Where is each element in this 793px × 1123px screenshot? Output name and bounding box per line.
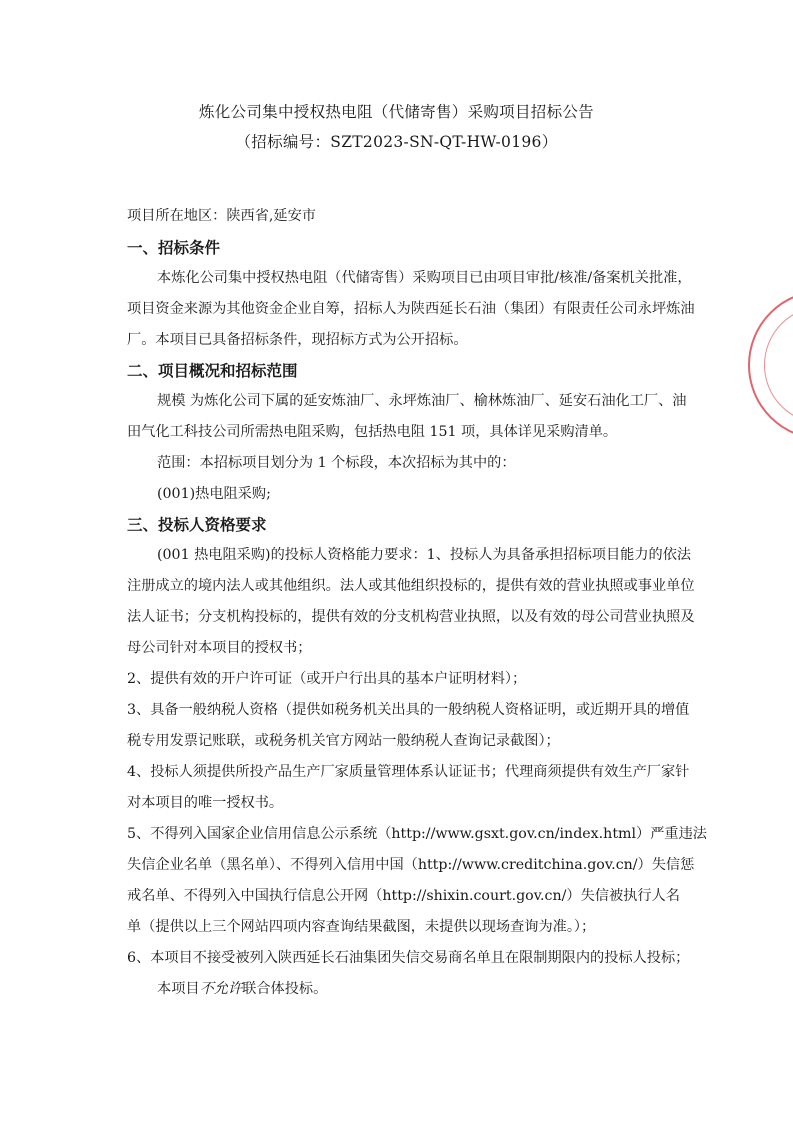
paragraph-line: 范围：本招标项目划分为 1 个标段，本次招标为其中的： — [157, 455, 516, 471]
paragraph-line: (001)热电阻采购; — [157, 486, 271, 502]
paragraph-line: 对本项目的唯一授权书。 — [127, 795, 284, 811]
paragraph-line: 4、投标人须提供所投产品生产厂家质量管理体系认证证书；代理商须提供有效生产厂家针 — [127, 764, 690, 780]
project-region: 项目所在地区：陕西省,延安市 — [127, 208, 316, 224]
paragraph-line: (001 热电阻采购)的投标人资格能力要求：1、投标人为具备承担招标项目能力的依法 — [157, 547, 692, 563]
paragraph-line: 失信企业名单（黑名单）、不得列入信用中国（http://www.creditchina.gov.cn/）失信惩 — [127, 857, 695, 873]
section-heading-2: 二、项目概况和招标范围 — [127, 362, 298, 380]
paragraph-line: 注册成立的境内法人或其他组织。法人或其他组织投标的，提供有效的营业执照或事业单位 — [127, 578, 695, 594]
paragraph-line: 2、提供有效的开户许可证（或开户行出具的基本户证明材料）； — [127, 671, 527, 687]
section-heading-1: 一、招标条件 — [127, 239, 221, 257]
paragraph-line: 5、不得列入国家企业信用信息公示系统（http://www.gsxt.gov.cn/index.html）严重违法 — [127, 826, 707, 842]
section-heading-3: 三、投标人资格要求 — [127, 516, 267, 534]
consortium-statement — [157, 978, 327, 998]
paragraph-line: 项目资金来源为其他资金企业自筹，招标人为陕西延长石油（集团）有限责任公司永坪炼油 — [127, 301, 695, 317]
official-seal-stamp — [748, 290, 793, 440]
paragraph-line: 本炼化公司集中授权热电阻（代储寄售）采购项目已由项目审批/核准/备案机关批准， — [157, 270, 692, 286]
paragraph-line: 厂。本项目已具备招标条件，现招标方式为公开招标。 — [127, 332, 468, 348]
paragraph-line: 戒名单、不得列入中国执行信息公开网（http://shixin.court.gov.cn/）失信被执行人名 — [127, 888, 680, 904]
paragraph-line: 3、具备一般纳税人资格（提供如税务机关出具的一般纳税人资格证明，或近期开具的增值 — [127, 702, 690, 718]
paragraph-line: 6、本项目不接受被列入陕西延长石油集团失信交易商名单且在限制期限内的投标人投标； — [127, 950, 690, 966]
seal-inner-ring — [764, 306, 793, 424]
consortium-prefix: 本项目 — [157, 981, 200, 997]
consortium-italic: 不允许 — [199, 981, 243, 997]
tender-number: （招标编号：SZT2023-SN-QT-HW-0196） — [235, 133, 558, 151]
document-title: 炼化公司集中授权热电阻（代储寄售）采购项目招标公告 — [198, 103, 594, 121]
paragraph-line: 母公司针对本项目的授权书； — [127, 640, 312, 656]
paragraph-line: 法人证书；分支机构投标的，提供有效的分支机构营业执照，以及有效的母公司营业执照及 — [127, 609, 695, 625]
consortium-suffix: 联合体投标。 — [242, 981, 328, 997]
paragraph-line: 单（提供以上三个网站四项内容查询结果截图，未提供以现场查询为准。）； — [127, 919, 596, 935]
paragraph-line: 税专用发票记账联，或税务机关官方网站一般纳税人查询记录截图）； — [127, 733, 560, 749]
paragraph-line: 规模 为炼化公司下属的延安炼油厂、永坪炼油厂、榆林炼油厂、延安石油化工厂、油 — [157, 393, 687, 409]
paragraph-line: 田气化工科技公司所需热电阻采购，包括热电阻 151 项，具体详见采购清单。 — [127, 424, 618, 440]
